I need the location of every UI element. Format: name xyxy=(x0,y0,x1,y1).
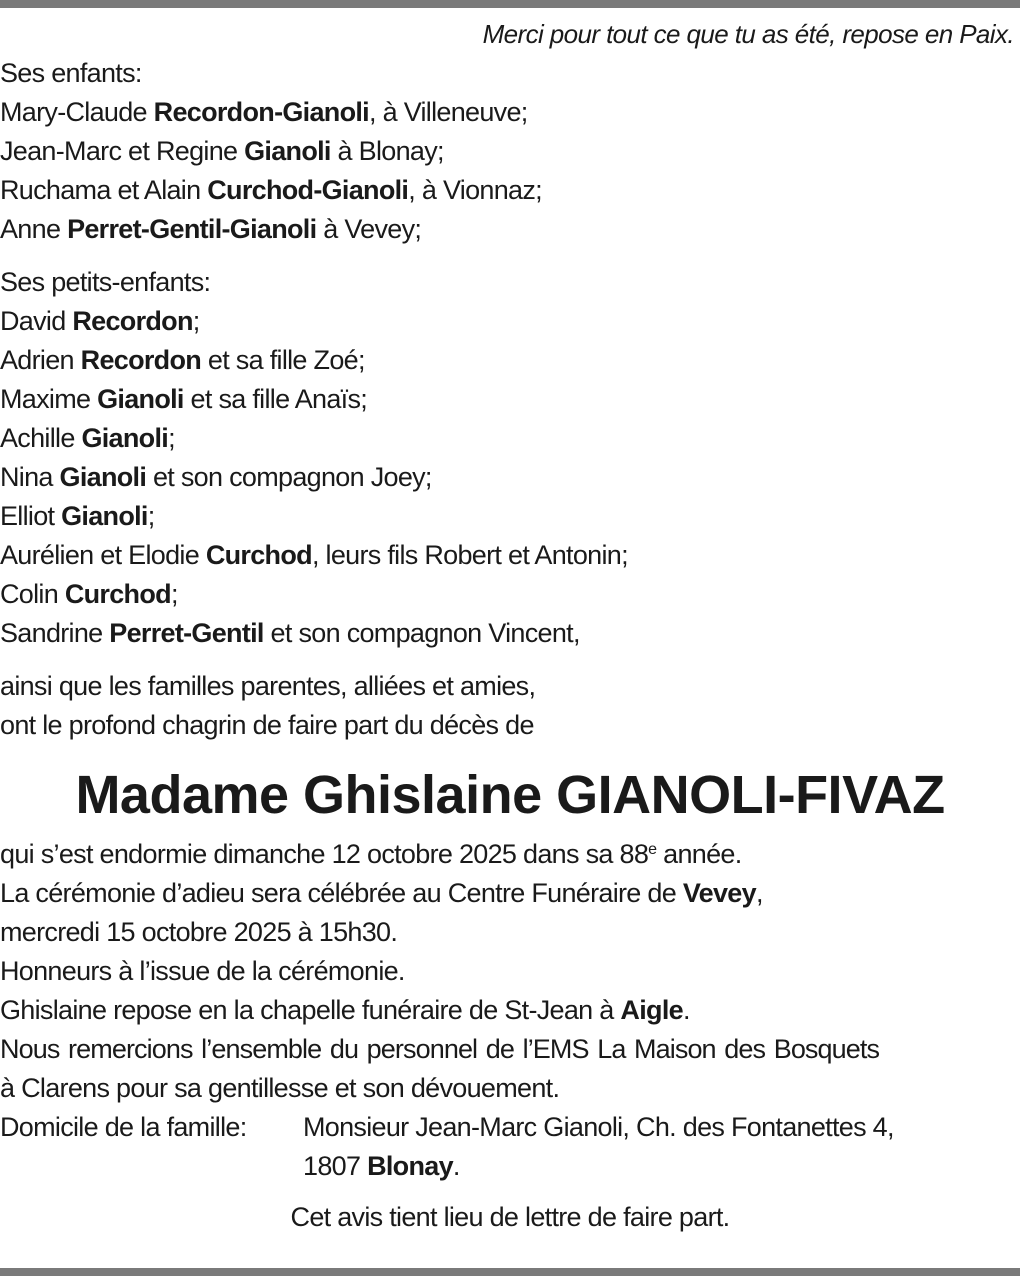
grandchildren-section xyxy=(0,263,1020,653)
list-item: Nina Gianoli et son compagnon Joey; xyxy=(0,462,432,492)
list-item: Anne Perret-Gentil-Gianoli à Vevey; xyxy=(0,214,422,244)
domicile-address xyxy=(303,1108,894,1186)
ceremony-line: La cérémonie d’adieu sera célébrée au Centre Funéraire de Vevey, xyxy=(0,878,763,908)
list-item: Sandrine Perret-Gentil et son compagnon Vincent, xyxy=(0,618,580,648)
thanks-line: Nous remercions l’ensemble du personnel de l’EMS La Maison des Bosquets xyxy=(0,1034,880,1064)
bottom-rule xyxy=(0,1268,1020,1276)
address-line-1: Monsieur Jean-Marc Gianoli, Ch. des Fontanettes 4, xyxy=(303,1112,894,1142)
list-item: Colin Curchod; xyxy=(0,579,178,609)
children-section xyxy=(0,54,1020,249)
families-line: ainsi que les familles parentes, alliées et amies, xyxy=(0,671,536,701)
honors-line: Honneurs à l’issue de la cérémonie. xyxy=(0,956,405,986)
domicile-section xyxy=(0,1108,1020,1186)
deceased-name: Madame Ghislaine GIANOLI-FIVAZ xyxy=(75,765,945,825)
grandchildren-heading: Ses petits-enfants: xyxy=(0,267,211,297)
thanks-line-continued: à Clarens pour sa gentillesse et son dévouement. xyxy=(0,1073,560,1103)
ceremony-date: mercredi 15 octobre 2025 à 15h30. xyxy=(0,917,398,947)
passing-line: qui s’est endormie dimanche 12 octobre 2025 dans sa 88e année. xyxy=(0,839,742,869)
address-line-2: 1807 Blonay. xyxy=(303,1151,460,1181)
list-item: Adrien Recordon et sa fille Zoé; xyxy=(0,345,365,375)
list-item: Ruchama et Alain Curchod-Gianoli, à Vionnaz; xyxy=(0,175,542,205)
domicile-row xyxy=(0,1108,1020,1186)
details-section xyxy=(0,835,1020,1108)
families-section xyxy=(0,667,1020,745)
list-item: David Recordon; xyxy=(0,306,200,336)
obituary-notice xyxy=(0,14,1020,1237)
top-rule xyxy=(0,0,1020,8)
list-item: Aurélien et Elodie Curchod, leurs fils Robert et Antonin; xyxy=(0,540,628,570)
motto: Merci pour tout ce que tu as été, repose en Paix. xyxy=(482,19,1014,49)
list-item: Maxime Gianoli et sa fille Anaïs; xyxy=(0,384,368,414)
announcement-line: ont le profond chagrin de faire part du décès de xyxy=(0,710,534,740)
list-item: Jean-Marc et Regine Gianoli à Blonay; xyxy=(0,136,444,166)
list-item: Elliot Gianoli; xyxy=(0,501,155,531)
domicile-label: Domicile de la famille: xyxy=(0,1112,247,1142)
closing-note: Cet avis tient lieu de lettre de faire part. xyxy=(290,1202,730,1232)
resting-place-line: Ghislaine repose en la chapelle funéraire de St-Jean à Aigle. xyxy=(0,995,690,1025)
list-item: Achille Gianoli; xyxy=(0,423,175,453)
children-heading: Ses enfants: xyxy=(0,58,142,88)
list-item: Mary-Claude Recordon-Gianoli, à Villeneuve; xyxy=(0,97,528,127)
